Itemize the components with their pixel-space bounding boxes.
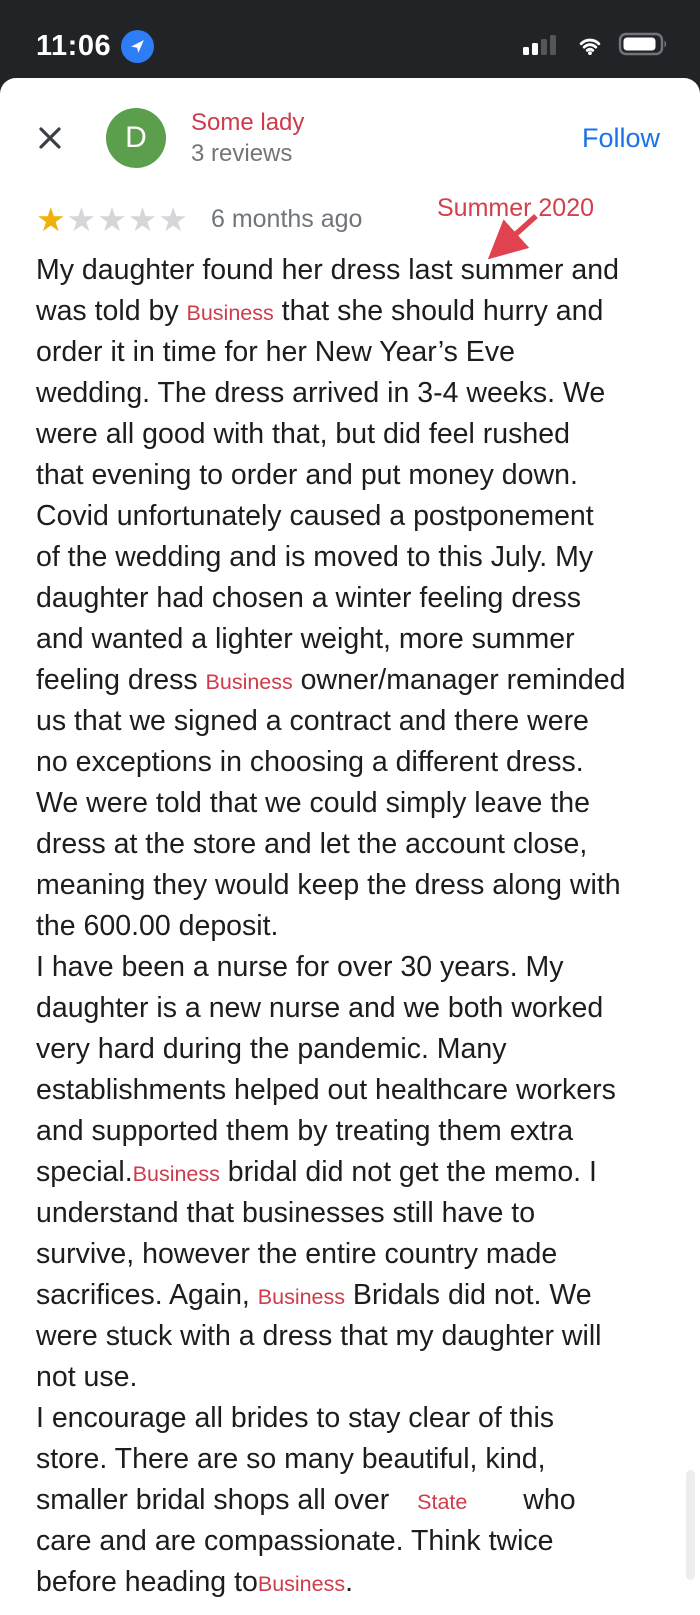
redaction-label: Business (257, 1285, 346, 1309)
review-text-segment: and wanted a lighter weight, more summer (36, 623, 575, 655)
review-text-segment: I encourage all brides to stay clear of this (36, 1402, 555, 1434)
review-line (36, 1070, 672, 1111)
review-line (36, 455, 672, 496)
close-button[interactable] (32, 120, 68, 156)
redaction-label: Business (205, 670, 293, 694)
review-text-segment: not use. (36, 1361, 138, 1393)
review-line (36, 1562, 672, 1603)
redaction-label: Business (132, 1162, 220, 1186)
reviewer-review-count: 3 reviews (191, 139, 293, 167)
review-text-segment: were all good with that, but did feel rushed (36, 418, 570, 450)
review-text-segment: who (515, 1484, 576, 1516)
star-filled-icon: ★ (36, 200, 67, 238)
review-line (36, 947, 672, 988)
star-empty-icon: ★ (66, 200, 98, 238)
review-text-segment: the 600.00 deposit. (36, 910, 279, 942)
close-icon (34, 122, 66, 154)
review-header (0, 78, 700, 170)
review-line (36, 496, 672, 537)
review-text-segment: smaller bridal shops all over (36, 1484, 398, 1516)
annotation-arrow-icon (478, 210, 548, 264)
reviewer-name-redaction: Some lady (191, 109, 305, 137)
review-text-segment: were stuck with a dress that my daughter will (36, 1320, 602, 1352)
battery-icon (618, 30, 672, 63)
review-text-segment: . (345, 1566, 354, 1598)
scrollbar-thumb[interactable] (686, 1470, 695, 1580)
review-line (36, 373, 672, 414)
review-line (36, 865, 672, 906)
review-line (36, 1029, 672, 1070)
star-rating (36, 200, 189, 238)
review-line (36, 1357, 672, 1398)
review-line (36, 783, 672, 824)
rating-row (0, 170, 700, 240)
follow-button[interactable]: Follow (576, 119, 666, 158)
review-text-segment: We were told that we could simply leave the (36, 787, 590, 819)
review-text-segment: very hard during the pandemic. Many (36, 1033, 507, 1065)
status-bar (0, 0, 700, 78)
review-text-segment: order it in time for her New Year’s Eve (36, 336, 515, 368)
review-line (36, 1439, 672, 1480)
cellular-signal-icon (522, 31, 562, 62)
review-line (36, 1275, 672, 1316)
review-text-segment: understand that businesses still have to (36, 1197, 536, 1229)
review-line (36, 332, 672, 373)
review-text-segment: sacrifices. Again, (36, 1279, 258, 1311)
review-line (36, 742, 672, 783)
review-line (36, 619, 672, 660)
review-line (36, 537, 672, 578)
review-line (36, 988, 672, 1029)
review-date: 6 months ago (210, 204, 363, 233)
review-text-segment: and supported them by treating them extra (36, 1115, 574, 1147)
review-text-segment: of the wedding and is moved to this July. My (36, 541, 594, 573)
review-line (36, 1480, 672, 1521)
review-text-segment: daughter is a new nurse and we both worked (36, 992, 604, 1024)
review-text-segment: no exceptions in choosing a different dress. (36, 746, 584, 778)
review-text-segment: us that we signed a contract and there were (36, 705, 589, 737)
review-line (36, 291, 672, 332)
redaction-label: Business (257, 1572, 346, 1596)
annotation-summer-2020: Summer 2020 (437, 194, 595, 222)
clock-time: 11:06 (36, 29, 112, 62)
review-text-segment: establishments helped out healthcare workers (36, 1074, 616, 1106)
star-empty-icon: ★ (127, 200, 159, 238)
review-text-segment: I have been a nurse for over 30 years. My (36, 951, 564, 983)
review-text-segment: that she should hurry and (273, 295, 604, 327)
review-text-segment: care and are compassionate. Think twice (36, 1525, 554, 1557)
review-text-segment: My daughter found her dress last summer and (36, 254, 619, 286)
star-empty-icon: ★ (97, 200, 128, 238)
redaction-label: Business (186, 301, 274, 325)
review-line (36, 414, 672, 455)
review-text-segment: feeling dress (36, 664, 206, 696)
review-text-segment: Bridals did not. We (345, 1279, 592, 1311)
review-text-segment: was told by (36, 295, 187, 327)
review-text-segment: daughter had chosen a winter feeling dress (36, 582, 582, 614)
review-text-segment: Covid unfortunately caused a postponement (36, 500, 594, 532)
review-line (36, 1152, 672, 1193)
review-text-segment: store. There are so many beautiful, kind, (36, 1443, 546, 1475)
review-text-segment: special. (36, 1156, 133, 1188)
review-line (36, 250, 672, 291)
review-text-segment: meaning they would keep the dress along with (36, 869, 621, 901)
review-line (36, 824, 672, 865)
review-line (36, 660, 672, 701)
review-text-segment: dress at the store and let the account close, (36, 828, 588, 860)
review-text-segment: bridal did not get the memo. I (219, 1156, 597, 1188)
review-line (36, 1398, 672, 1439)
review-line (36, 1193, 672, 1234)
review-text-segment: that evening to order and put money down. (36, 459, 578, 491)
star-empty-icon: ★ (158, 200, 189, 238)
review-line (36, 1316, 672, 1357)
review-text-segment: before heading to (36, 1566, 258, 1598)
review-line (36, 906, 672, 947)
review-line (36, 1234, 672, 1275)
redaction-label: State (417, 1490, 468, 1514)
review-line (36, 1111, 672, 1152)
review-card (0, 78, 700, 1615)
review-line (36, 701, 672, 742)
wifi-icon (572, 30, 608, 62)
review-line (36, 578, 672, 619)
review-text (0, 240, 700, 1603)
review-line (36, 1521, 672, 1562)
review-text-segment: wedding. The dress arrived in 3-4 weeks. We (36, 377, 606, 409)
avatar[interactable]: D (106, 108, 166, 168)
review-text-segment: survive, however the entire country made (36, 1238, 558, 1270)
location-arrow-icon (121, 30, 154, 63)
review-text-segment: owner/manager reminded (292, 664, 626, 696)
